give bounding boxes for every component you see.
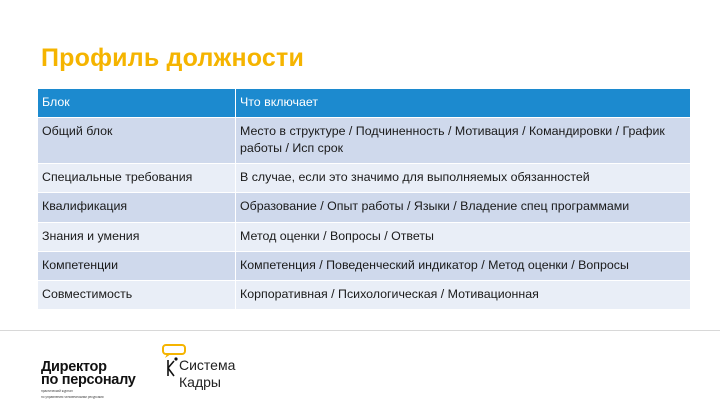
row-block-cell: Квалификация (38, 193, 236, 222)
header-block: Блок (38, 89, 236, 118)
logo-line-1: Директор (41, 359, 107, 375)
logo-tagline-1: практический журнал (41, 389, 73, 393)
row-includes-cell: Место в структуре / Подчиненность / Мотивация / Командировки / График работы / Исп срок (236, 118, 691, 164)
row-includes-cell: Корпоративная / Психологическая / Мотивационная (236, 280, 691, 309)
slide-title: Профиль должности (41, 44, 305, 72)
row-includes-cell: Компетенция / Поведенческий индикатор / Метод оценки / Вопросы (236, 251, 691, 280)
table-row (38, 280, 691, 309)
table-row (38, 222, 691, 251)
row-includes-cell: Образование / Опыт работы / Языки / Владение спец программами (236, 193, 691, 222)
logo-line-2: по персоналу (41, 372, 136, 388)
table-row (38, 118, 691, 164)
logo-word-sistema: Система (179, 357, 236, 373)
row-block-cell: Специальные требования (38, 164, 236, 193)
table-row (38, 193, 691, 222)
header-includes: Что включает (236, 89, 691, 118)
table-row (38, 164, 691, 193)
logo-tagline-2: по управлению человеческими ресурсами (41, 395, 104, 399)
row-block-cell: Совместимость (38, 280, 236, 309)
table-header-row (38, 89, 691, 118)
row-block-cell: Знания и умения (38, 222, 236, 251)
logo-word-kadry: Кадры (179, 374, 221, 390)
job-profile-table (37, 88, 691, 310)
director-po-personalu-logo (41, 361, 136, 399)
row-includes-cell: В случае, если это значимо для выполняемых обязанностей (236, 164, 691, 193)
row-block-cell: Компетенции (38, 251, 236, 280)
sistema-kadry-logo (160, 344, 270, 394)
table-row (38, 251, 691, 280)
row-block-cell: Общий блок (38, 118, 236, 164)
footer-divider (0, 330, 720, 331)
row-includes-cell: Метод оценки / Вопросы / Ответы (236, 222, 691, 251)
